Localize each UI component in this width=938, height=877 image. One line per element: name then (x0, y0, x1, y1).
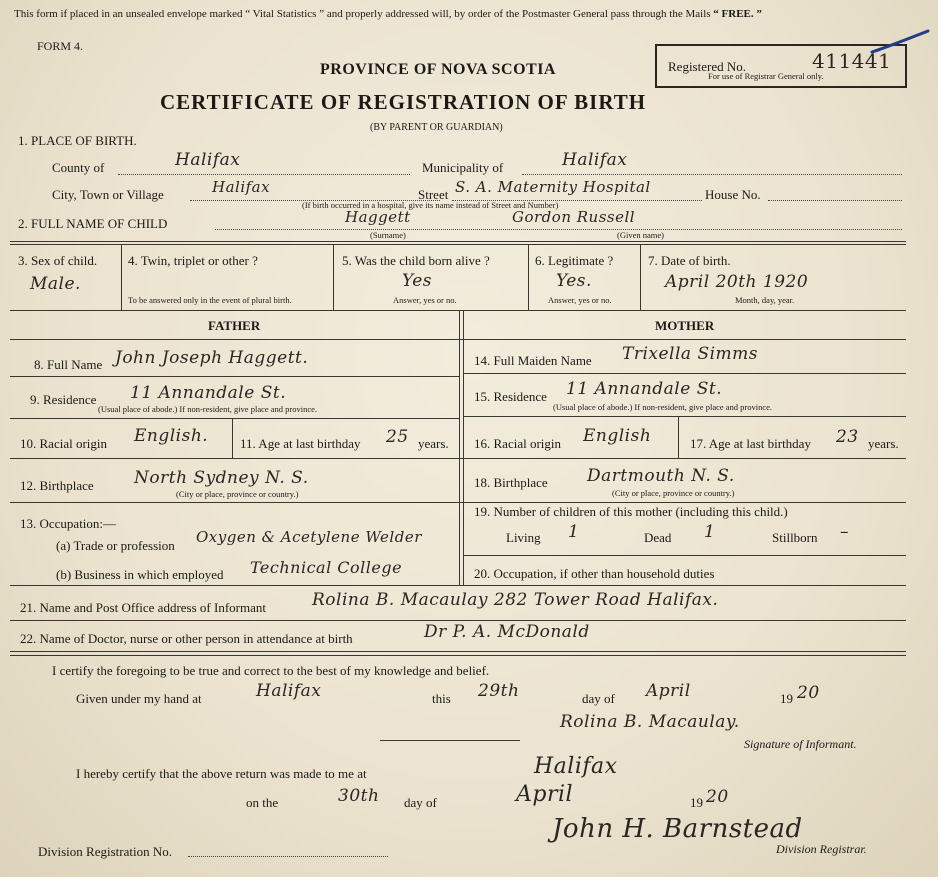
this-label: this (432, 691, 451, 706)
house-label: House No. (705, 187, 761, 202)
trade-value: Oxygen & Acetylene Welder (196, 528, 422, 546)
place-of-birth-heading: 1. PLACE OF BIRTH. (18, 133, 137, 148)
surname-caption: (Surname) (370, 230, 406, 240)
doctor-value: Dr P. A. McDonald (424, 622, 590, 642)
doctor-label: 22. Name of Doctor, nurse or other person in attendance at birth (20, 631, 353, 646)
mother-birthplace-note: (City or place, province or country.) (612, 488, 735, 498)
rule-8 (10, 651, 906, 652)
mother-name-label: 14. Full Maiden Name (474, 353, 592, 368)
twin-note: To be answered only in the event of plural birth. (128, 295, 292, 305)
certify-rule (380, 740, 520, 741)
municipality-value: Halifax (562, 150, 628, 170)
living-label: Living (506, 530, 541, 545)
child-name-line (215, 229, 902, 230)
father-occupation-label: 13. Occupation:— (20, 516, 117, 531)
province-title: PROVINCE OF NOVA SCOTIA (320, 61, 556, 78)
informant-value: Rolina B. Macaulay 282 Tower Road Halifax. (312, 590, 719, 610)
registrar-year: 20 (706, 787, 729, 807)
postal-notice (14, 9, 762, 20)
trade-label: (a) Trade or profession (56, 538, 175, 553)
father-years: years. (418, 436, 449, 451)
rule-m15 (463, 416, 906, 417)
on-the-label: on the (246, 795, 279, 810)
county-label: County of (52, 160, 105, 175)
certificate-title: CERTIFICATE OF REGISTRATION OF BIRTH (160, 90, 647, 114)
certify-statement: I certify the foregoing to be true and correct to the best of my knowledge and belief. (52, 663, 490, 678)
mother-heading: MOTHER (655, 318, 715, 333)
mother-name-value: Trixella Simms (622, 344, 759, 364)
business-label: (b) Business in which employed (56, 567, 224, 582)
father-name-value: John Joseph Haggett. (115, 348, 309, 368)
informant-label: 21. Name and Post Office address of Informant (20, 600, 266, 615)
sex-label: 3. Sex of child. (18, 253, 98, 268)
given-place: Halifax (256, 681, 322, 701)
father-residence-note: (Usual place of abode.) If non-resident, give place and province. (98, 404, 318, 414)
blue-check-mark (870, 28, 930, 58)
street-value: S. A. Maternity Hospital (455, 178, 651, 196)
mother-occupation-label: 20. Occupation, if other than household duties (474, 566, 715, 581)
mother-racial-value: English (583, 426, 652, 446)
mother-age-value: 23 (836, 427, 859, 447)
parents-divider (459, 310, 460, 585)
rule-5 (10, 502, 906, 503)
rule-f9 (10, 418, 459, 419)
father-age-value: 25 (386, 427, 409, 447)
municipality-line (522, 174, 902, 175)
legitimate-label: 6. Legitimate ? (535, 253, 614, 268)
father-age-divider (232, 418, 233, 458)
mother-residence-note: (Usual place of abode.) If non-resident, give place and province. (553, 402, 773, 412)
mother-residence-value: 11 Annandale St. (566, 379, 723, 399)
dob-value: April 20th 1920 (665, 272, 809, 292)
rule-1 (10, 241, 906, 242)
dob-note: Month, day, year. (735, 295, 795, 305)
county-value: Halifax (175, 150, 241, 170)
divider-5 (528, 244, 529, 310)
parents-divider-b (463, 310, 464, 585)
twin-label: 4. Twin, triplet or other ? (128, 253, 258, 268)
father-residence-value: 11 Annandale St. (130, 383, 287, 403)
child-given-name: Gordon Russell (512, 208, 636, 226)
registrar-year-prefix: 19 (690, 795, 703, 810)
rule-1b (10, 244, 906, 245)
postal-notice-text: This form if placed in an unsealed envelope marked “ Vital Statistics ” and properly addressed will, by order of the Postmaster General pass through the Mails (14, 8, 711, 20)
certify-month: April (646, 681, 691, 701)
father-name-label: 8. Full Name (34, 357, 103, 372)
legitimate-value: Yes. (556, 271, 592, 291)
rule-m14 (463, 373, 906, 374)
certify-day: 29th (478, 681, 520, 701)
postal-notice-free: “ FREE. ” (713, 8, 762, 20)
child-surname: Haggett (345, 208, 411, 226)
father-birthplace-value: North Sydney N. S. (134, 468, 309, 488)
business-value: Technical College (250, 558, 403, 577)
divider-4 (333, 244, 334, 310)
registrar-statement: I hereby certify that the above return was made to me at (76, 766, 367, 781)
stillborn-value: – (840, 522, 849, 542)
mother-residence-label: 15. Residence (474, 389, 547, 404)
certify-year-prefix: 19 (780, 691, 793, 706)
hospital-note: (If birth occurred in a hospital, give its name instead of Street and Number) (302, 200, 559, 210)
dead-label: Dead (644, 530, 672, 545)
sex-value: Male. (30, 274, 81, 294)
city-label: City, Town or Village (52, 187, 164, 202)
father-racial-value: English. (134, 426, 209, 446)
registrar-day-of: day of (404, 795, 437, 810)
house-line (768, 200, 902, 201)
certify-year: 20 (797, 683, 820, 703)
divider-6 (640, 244, 641, 310)
registrar-place: Halifax (534, 754, 618, 779)
registrar-caption: Division Registrar. (776, 842, 867, 856)
child-name-label: 2. FULL NAME OF CHILD (18, 216, 168, 231)
rule-2 (10, 310, 906, 311)
father-residence-label: 9. Residence (30, 392, 97, 407)
form-number: FORM 4. (37, 39, 84, 53)
father-birthplace-label: 12. Birthplace (20, 478, 94, 493)
mother-birthplace-label: 18. Birthplace (474, 475, 548, 490)
certificate-subtitle: (BY PARENT OR GUARDIAN) (370, 122, 503, 133)
mother-birthplace-value: Dartmouth N. S. (587, 466, 735, 486)
registrar-note: For use of Registrar General only. (708, 71, 824, 81)
alive-note: Answer, yes or no. (393, 295, 457, 305)
registered-number: 411441 (812, 49, 892, 73)
registrar-signature: John H. Barnstead (552, 814, 803, 844)
father-birthplace-note: (City or place, province or country.) (176, 489, 299, 499)
stillborn-label: Stillborn (772, 530, 818, 545)
city-value: Halifax (212, 178, 271, 196)
day-of-label: day of (582, 691, 615, 706)
children-label: 19. Number of children of this mother (including this child.) (474, 504, 788, 519)
municipality-label: Municipality of (422, 160, 504, 175)
division-registration-line (188, 856, 388, 857)
father-heading: FATHER (208, 318, 261, 333)
dob-label: 7. Date of birth. (648, 253, 731, 268)
rule-7 (10, 620, 906, 621)
registered-label: Registered No. (668, 59, 746, 74)
registrar-day: 30th (338, 786, 380, 806)
county-line (118, 174, 410, 175)
rule-3 (10, 339, 906, 340)
divider-3 (121, 244, 122, 310)
alive-label: 5. Was the child born alive ? (342, 253, 490, 268)
mother-age-label: 17. Age at last birthday (690, 436, 811, 451)
rule-4 (10, 458, 906, 459)
street-label: Street (418, 187, 449, 202)
dead-value: 1 (704, 522, 716, 542)
mother-age-divider (678, 416, 679, 458)
father-age-label: 11. Age at last birthday (240, 436, 361, 451)
mother-years: years. (868, 436, 899, 451)
rule-6 (10, 585, 906, 586)
informant-signature-caption: Signature of Informant. (744, 737, 857, 751)
rule-f8 (10, 376, 459, 377)
living-value: 1 (568, 522, 580, 542)
father-racial-label: 10. Racial origin (20, 436, 108, 451)
division-registration-label: Division Registration No. (38, 844, 172, 859)
given-caption: (Given name) (617, 230, 664, 240)
legitimate-note: Answer, yes or no. (548, 295, 612, 305)
alive-value: Yes (402, 271, 433, 291)
given-label: Given under my hand at (76, 691, 202, 706)
informant-signature: Rolina B. Macaulay. (560, 712, 740, 732)
registrar-month: April (516, 782, 574, 807)
mother-racial-label: 16. Racial origin (474, 436, 562, 451)
rule-m19 (463, 555, 906, 556)
rule-8b (10, 655, 906, 656)
